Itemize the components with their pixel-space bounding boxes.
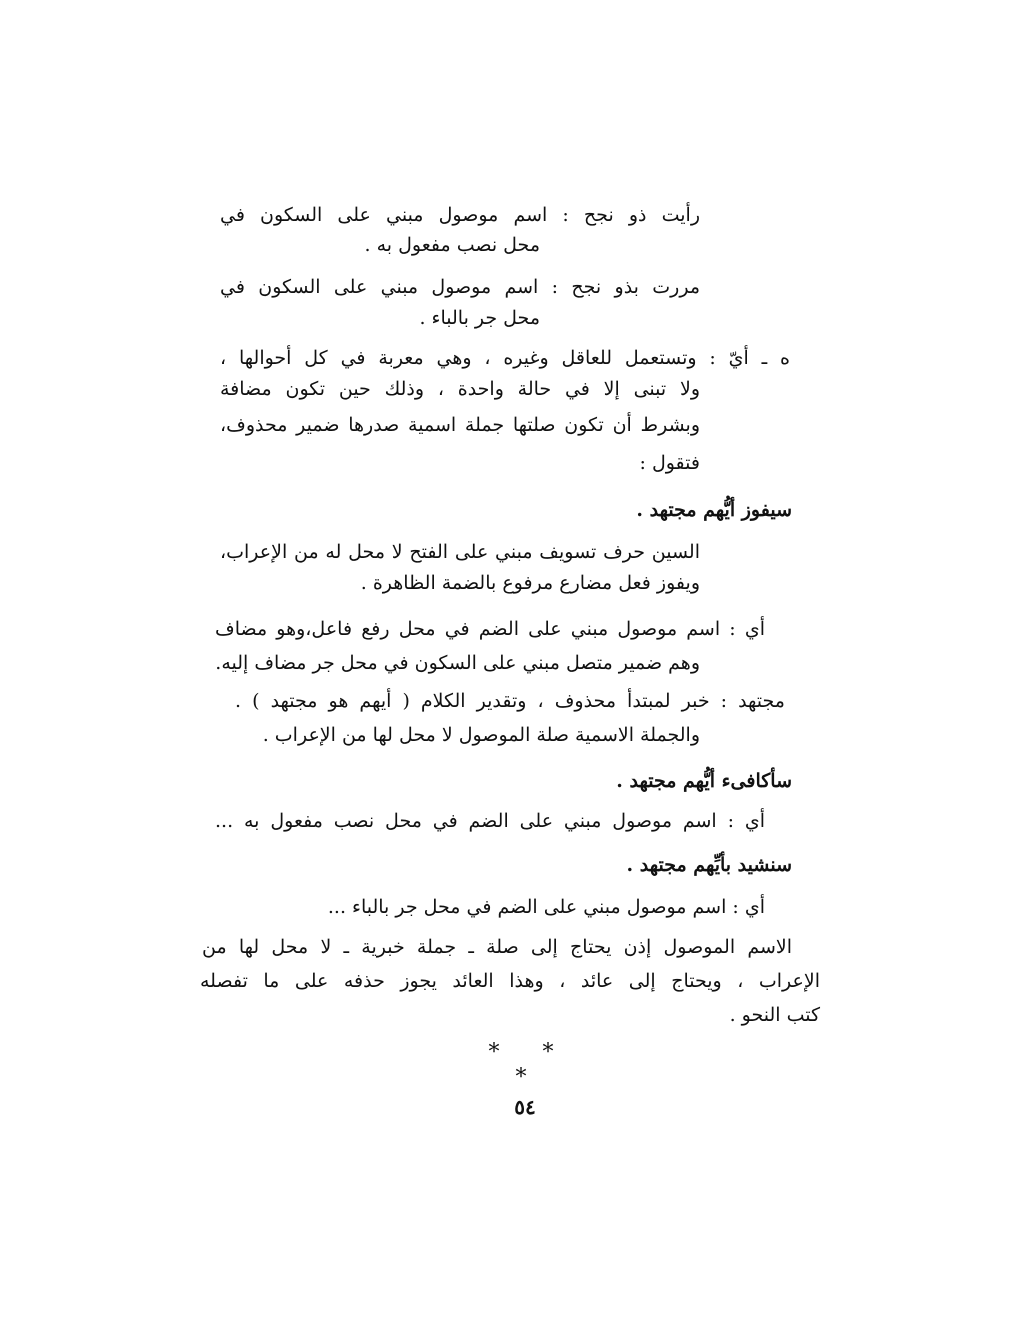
text-line-5: ه ـ أيّ : وتستعمل للعاقل وغيره ، وهي معربة في كل أحوالها ، [220, 347, 790, 369]
text-line-1: رأيت ذو نجح : اسم موصول مبني على السكون في [220, 204, 700, 226]
example-heading-1: سيفوز أيُّهم مجتهد . [636, 499, 792, 521]
text-line-13: وهم ضمير متصل مبني على السكون في محل جر مضاف إليه. [215, 652, 700, 674]
text-line-2: محل نصب مفعول به . [364, 234, 540, 256]
text-line-4: محل جر بالباء . [419, 307, 540, 329]
text-line-7: وبشرط أن تكون صلتها جملة اسمية صدرها ضمير محذوف، [220, 414, 700, 436]
example-heading-3: سنشيد بأيِّهم مجتهد . [626, 854, 792, 876]
text-line-6: ولا تبنى إلا في حالة واحدة ، وذلك حين تكون مضافة [220, 378, 700, 400]
text-line-15: والجملة الاسمية صلة الموصول لا محل لها من الإعراب . [262, 724, 700, 746]
text-line-12: أي : اسم موصول مبني على الضم في محل رفع فاعل،وهو مضاف [215, 618, 765, 640]
text-line-10: السين حرف تسويف مبني على الفتح لا محل له من الإعراب، [220, 541, 700, 563]
text-line-20: الاسم الموصول إذن يحتاج إلى صلة ـ جملة خبرية ـ لا محل لها من [202, 936, 792, 958]
text-line-11: ويفوز فعل مضارع مرفوع بالضمة الظاهرة . [360, 572, 700, 594]
text-line-19: أي : اسم موصول مبني على الضم في محل جر بالباء ... [327, 896, 765, 918]
page-number: ٥٤ [514, 1095, 536, 1119]
text-line-21: الإعراب ، ويحتاج إلى عائد ، وهذا العائد يجوز حذفه على ما تفصله [200, 970, 820, 992]
text-line-14: مجتهد : خبر لمبتدأ محذوف ، وتقدير الكلام ( أيهم هو مجتهد ) . [235, 690, 785, 712]
section-separator: * * * [488, 1040, 572, 1090]
example-heading-2: سأكافىء أيُّهم مجتهد . [616, 770, 792, 792]
text-line-8: فتقول : [639, 452, 700, 474]
text-line-22: كتب النحو . [729, 1004, 820, 1026]
text-line-3: مررت بذو نجح : اسم موصول مبني على السكون في [220, 276, 700, 298]
text-line-17: أي : اسم موصول مبني على الضم في محل نصب مفعول به ... [215, 810, 765, 832]
